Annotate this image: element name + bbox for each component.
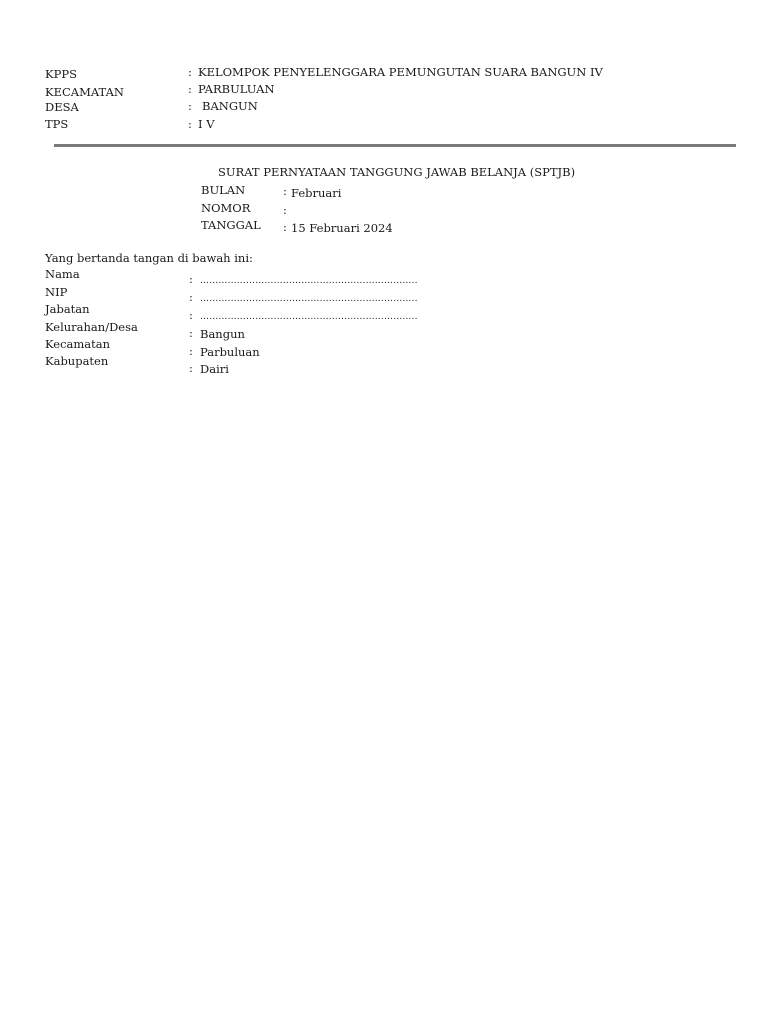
kpps-label: KPPS bbox=[45, 67, 77, 81]
kpps-value: KELOMPOK PENYELENGGARA PEMUNGUTAN SUARA BANGUN IV bbox=[198, 65, 603, 79]
jabatan-blank-field: …………………………………………………………….. bbox=[200, 312, 418, 322]
nip-blank-field: …………………………………………………………….. bbox=[200, 294, 418, 304]
desa-colon: : bbox=[188, 99, 192, 113]
bulan-colon: : bbox=[283, 184, 287, 198]
nip-colon: : bbox=[189, 290, 193, 304]
kecamatan-form-value: Parbuluan bbox=[200, 345, 260, 359]
tanggal-label: TANGGAL bbox=[201, 218, 261, 232]
kecamatan-value: PARBULUAN bbox=[198, 82, 275, 96]
kecamatan-form-label: Kecamatan bbox=[45, 337, 111, 351]
bulan-value: Februari bbox=[291, 186, 342, 200]
nip-label: NIP bbox=[45, 285, 68, 299]
jabatan-label: Jabatan bbox=[45, 302, 90, 316]
form-intro: Yang bertanda tangan di bawah ini: bbox=[45, 251, 253, 265]
nomor-colon: : bbox=[283, 203, 287, 217]
kelurahan-label: Kelurahan/Desa bbox=[45, 320, 138, 334]
desa-value: BANGUN bbox=[202, 99, 258, 113]
kecamatan-form-colon: : bbox=[189, 344, 193, 358]
tps-value: I V bbox=[198, 117, 215, 131]
kabupaten-colon: : bbox=[189, 361, 193, 375]
nama-colon: : bbox=[189, 272, 193, 286]
nomor-label: NOMOR bbox=[201, 201, 251, 215]
kelurahan-colon: : bbox=[189, 326, 193, 340]
kecamatan-colon: : bbox=[188, 82, 192, 96]
kabupaten-value: Dairi bbox=[200, 362, 229, 376]
tps-label: TPS bbox=[45, 117, 69, 131]
bulan-label: BULAN bbox=[201, 183, 246, 197]
nama-label: Nama bbox=[45, 267, 80, 281]
jabatan-colon: : bbox=[189, 308, 193, 322]
desa-label: DESA bbox=[45, 100, 79, 114]
document-title: SURAT PERNYATAAN TANGGUNG JAWAB BELANJA (SPTJB) bbox=[218, 165, 576, 179]
kecamatan-label: KECAMATAN bbox=[45, 85, 124, 99]
tanggal-colon: : bbox=[283, 220, 287, 234]
tanggal-value: 15 Februari 2024 bbox=[291, 221, 393, 235]
tps-colon: : bbox=[188, 117, 192, 131]
nama-blank-field: …………………………………………………………….. bbox=[200, 276, 418, 286]
header-divider bbox=[54, 144, 736, 147]
kelurahan-value: Bangun bbox=[200, 327, 245, 341]
kabupaten-label: Kabupaten bbox=[45, 354, 109, 368]
kpps-colon: : bbox=[188, 65, 192, 79]
